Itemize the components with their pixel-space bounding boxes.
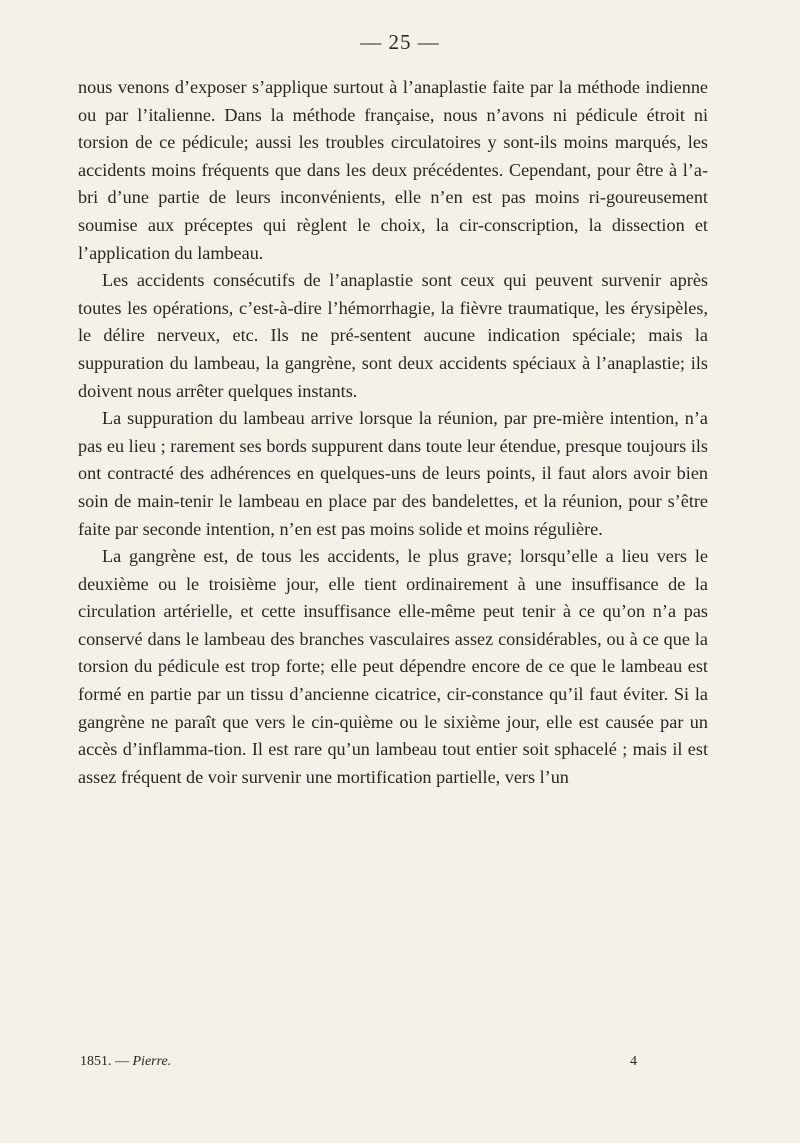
paragraph-3: La suppuration du lambeau arrive lorsque la réunion, par pre-mière intention, n’a pas eu lieu ; rarement ses bords suppurent dans toute leur étendue, presque toujours ils ont contracté des adhérences en quelques-uns de leurs points, il faut alors avoir bien soin de main-tenir le lambeau en place par des bandelettes, et la réunion, pour s’être faite par seconde intention, n’en est pas moins solide et moins régulière. [78,408,708,539]
footer-year: 1851. — [80,1054,133,1069]
footer-imprint [80,1054,171,1070]
body-text [78,74,708,791]
footer-author: Pierre. [132,1054,172,1069]
paragraph-2: Les accidents consécutifs de l’anaplastie sont ceux qui peuvent survenir après toutes les opérations, c’est-à-dire l’hémorrhagie, la fièvre traumatique, les érysipèles, le délire nerveux, etc. Ils ne pré-sentent aucune indication spéciale; mais la suppuration du lambeau, la gangrène, sont deux accidents spéciaux à l’anaplastie; ils doivent nous arrêter quelques instants. [78,270,708,401]
page-number: — 25 — [360,30,440,54]
paragraph-1: nous venons d’exposer s’applique surtout à l’anaplastie faite par la méthode indienne ou par l’italienne. Dans la méthode française, nous n’avons ni pédicule étroit ni torsion de ce pédicule; aussi les troubles circulatoires y sont-ils moins marqués, les accidents moins fréquents que dans les deux précédentes. Cependant, pour être à l’a-bri d’une partie de leurs inconvénients, elle n’en est pas moins ri-goureusement soumise aux préceptes qui règlent le choix, la cir-conscription, la dissection et l’application du lambeau. [78,77,708,263]
paragraph-4: La gangrène est, de tous les accidents, le plus grave; lorsqu’elle a lieu vers le deuxième ou le troisième jour, elle tient ordinairement à une insuffisance de la circulation artérielle, et cette insuffisance elle-même peut tenir à ce qu’on n’a pas conservé dans le lambeau des branches vasculaires assez considérables, ou à ce que la torsion du pédicule est trop forte; elle peut dépendre encore de ce que le lambeau est formé en partie par un tissu d’ancienne cicatrice, cir-constance qu’il faut éviter. Si la gangrène ne paraît que vers le cin-quième ou le sixième jour, elle est causée par un accès d’inflamma-tion. Il est rare qu’un lambeau tout entier soit sphacelé ; mais il est assez fréquent de voir survenir une mortification partielle, vers l’un [78,546,708,787]
signature-mark: 4 [630,1054,637,1069]
